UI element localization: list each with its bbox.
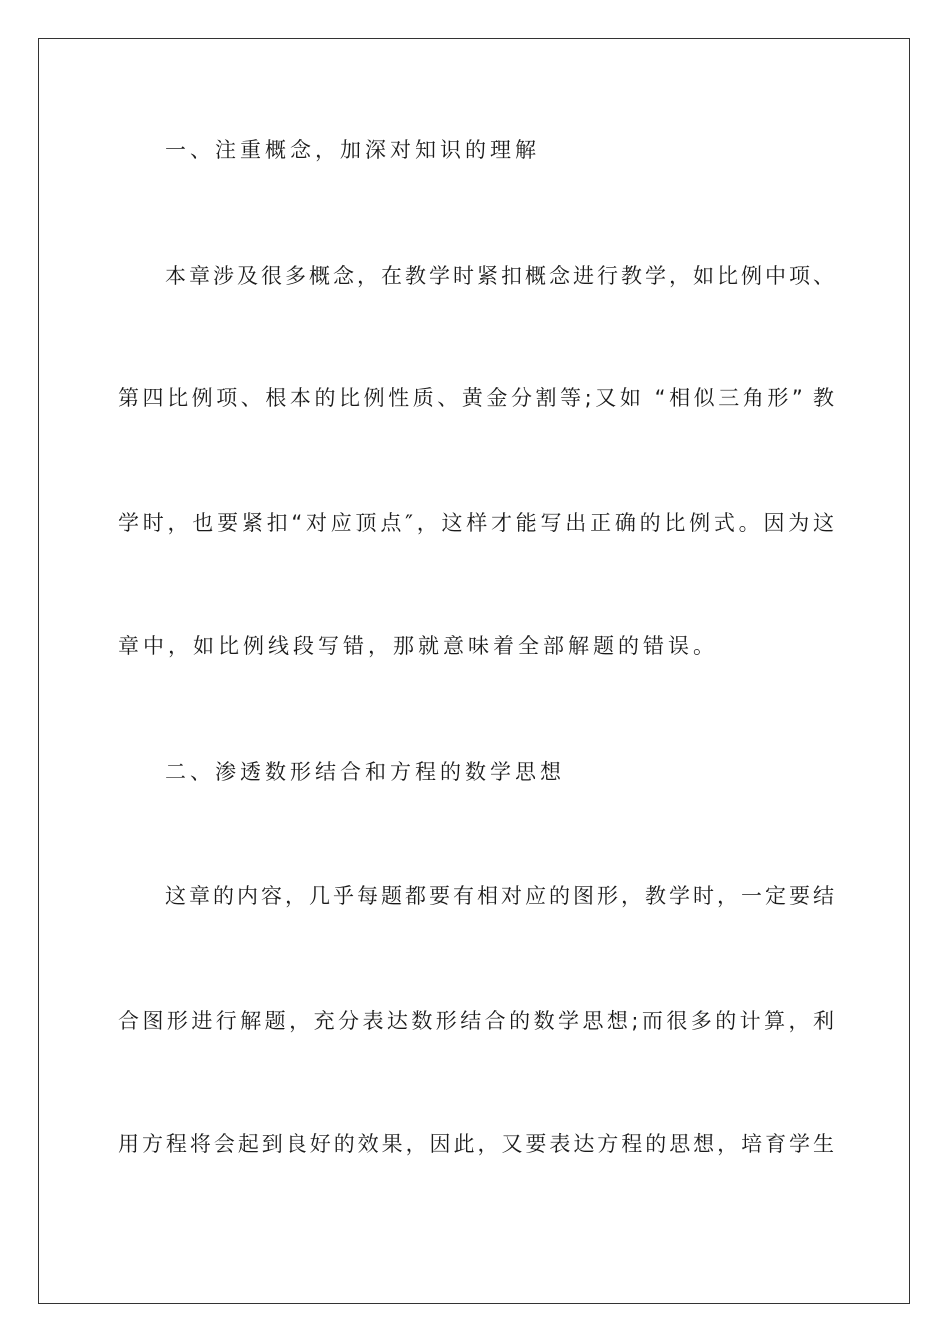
paragraph-line: 本章涉及很多概念，在教学时紧扣概念进行教学，如比例中项、 (165, 264, 834, 288)
paragraph-line: 这章的内容，几乎每题都要有相对应的图形，教学时，一定要结 (165, 884, 834, 908)
paragraph-line: 章中，如比例线段写错，那就意味着全部解题的错误。 (118, 634, 718, 658)
paragraph-line: 合图形进行解题，充分表达数形结合的数学思想;而很多的计算，利 (118, 1009, 834, 1033)
heading-1: 一、注重概念，加深对知识的理解 (165, 138, 540, 162)
heading-2: 二、渗透数形结合和方程的数学思想 (165, 760, 565, 784)
paragraph-line: 学时，也要紧扣“对应顶点″，这样才能写出正确的比例式。因为这 (118, 511, 834, 535)
paragraph-line: 用方程将会起到良好的效果，因此，又要表达方程的思想，培育学生 (118, 1132, 834, 1156)
paragraph-line: 第四比例项、根本的比例性质、黄金分割等;又如 “相似三角形” 教 (118, 386, 834, 410)
page-frame (38, 38, 910, 1304)
